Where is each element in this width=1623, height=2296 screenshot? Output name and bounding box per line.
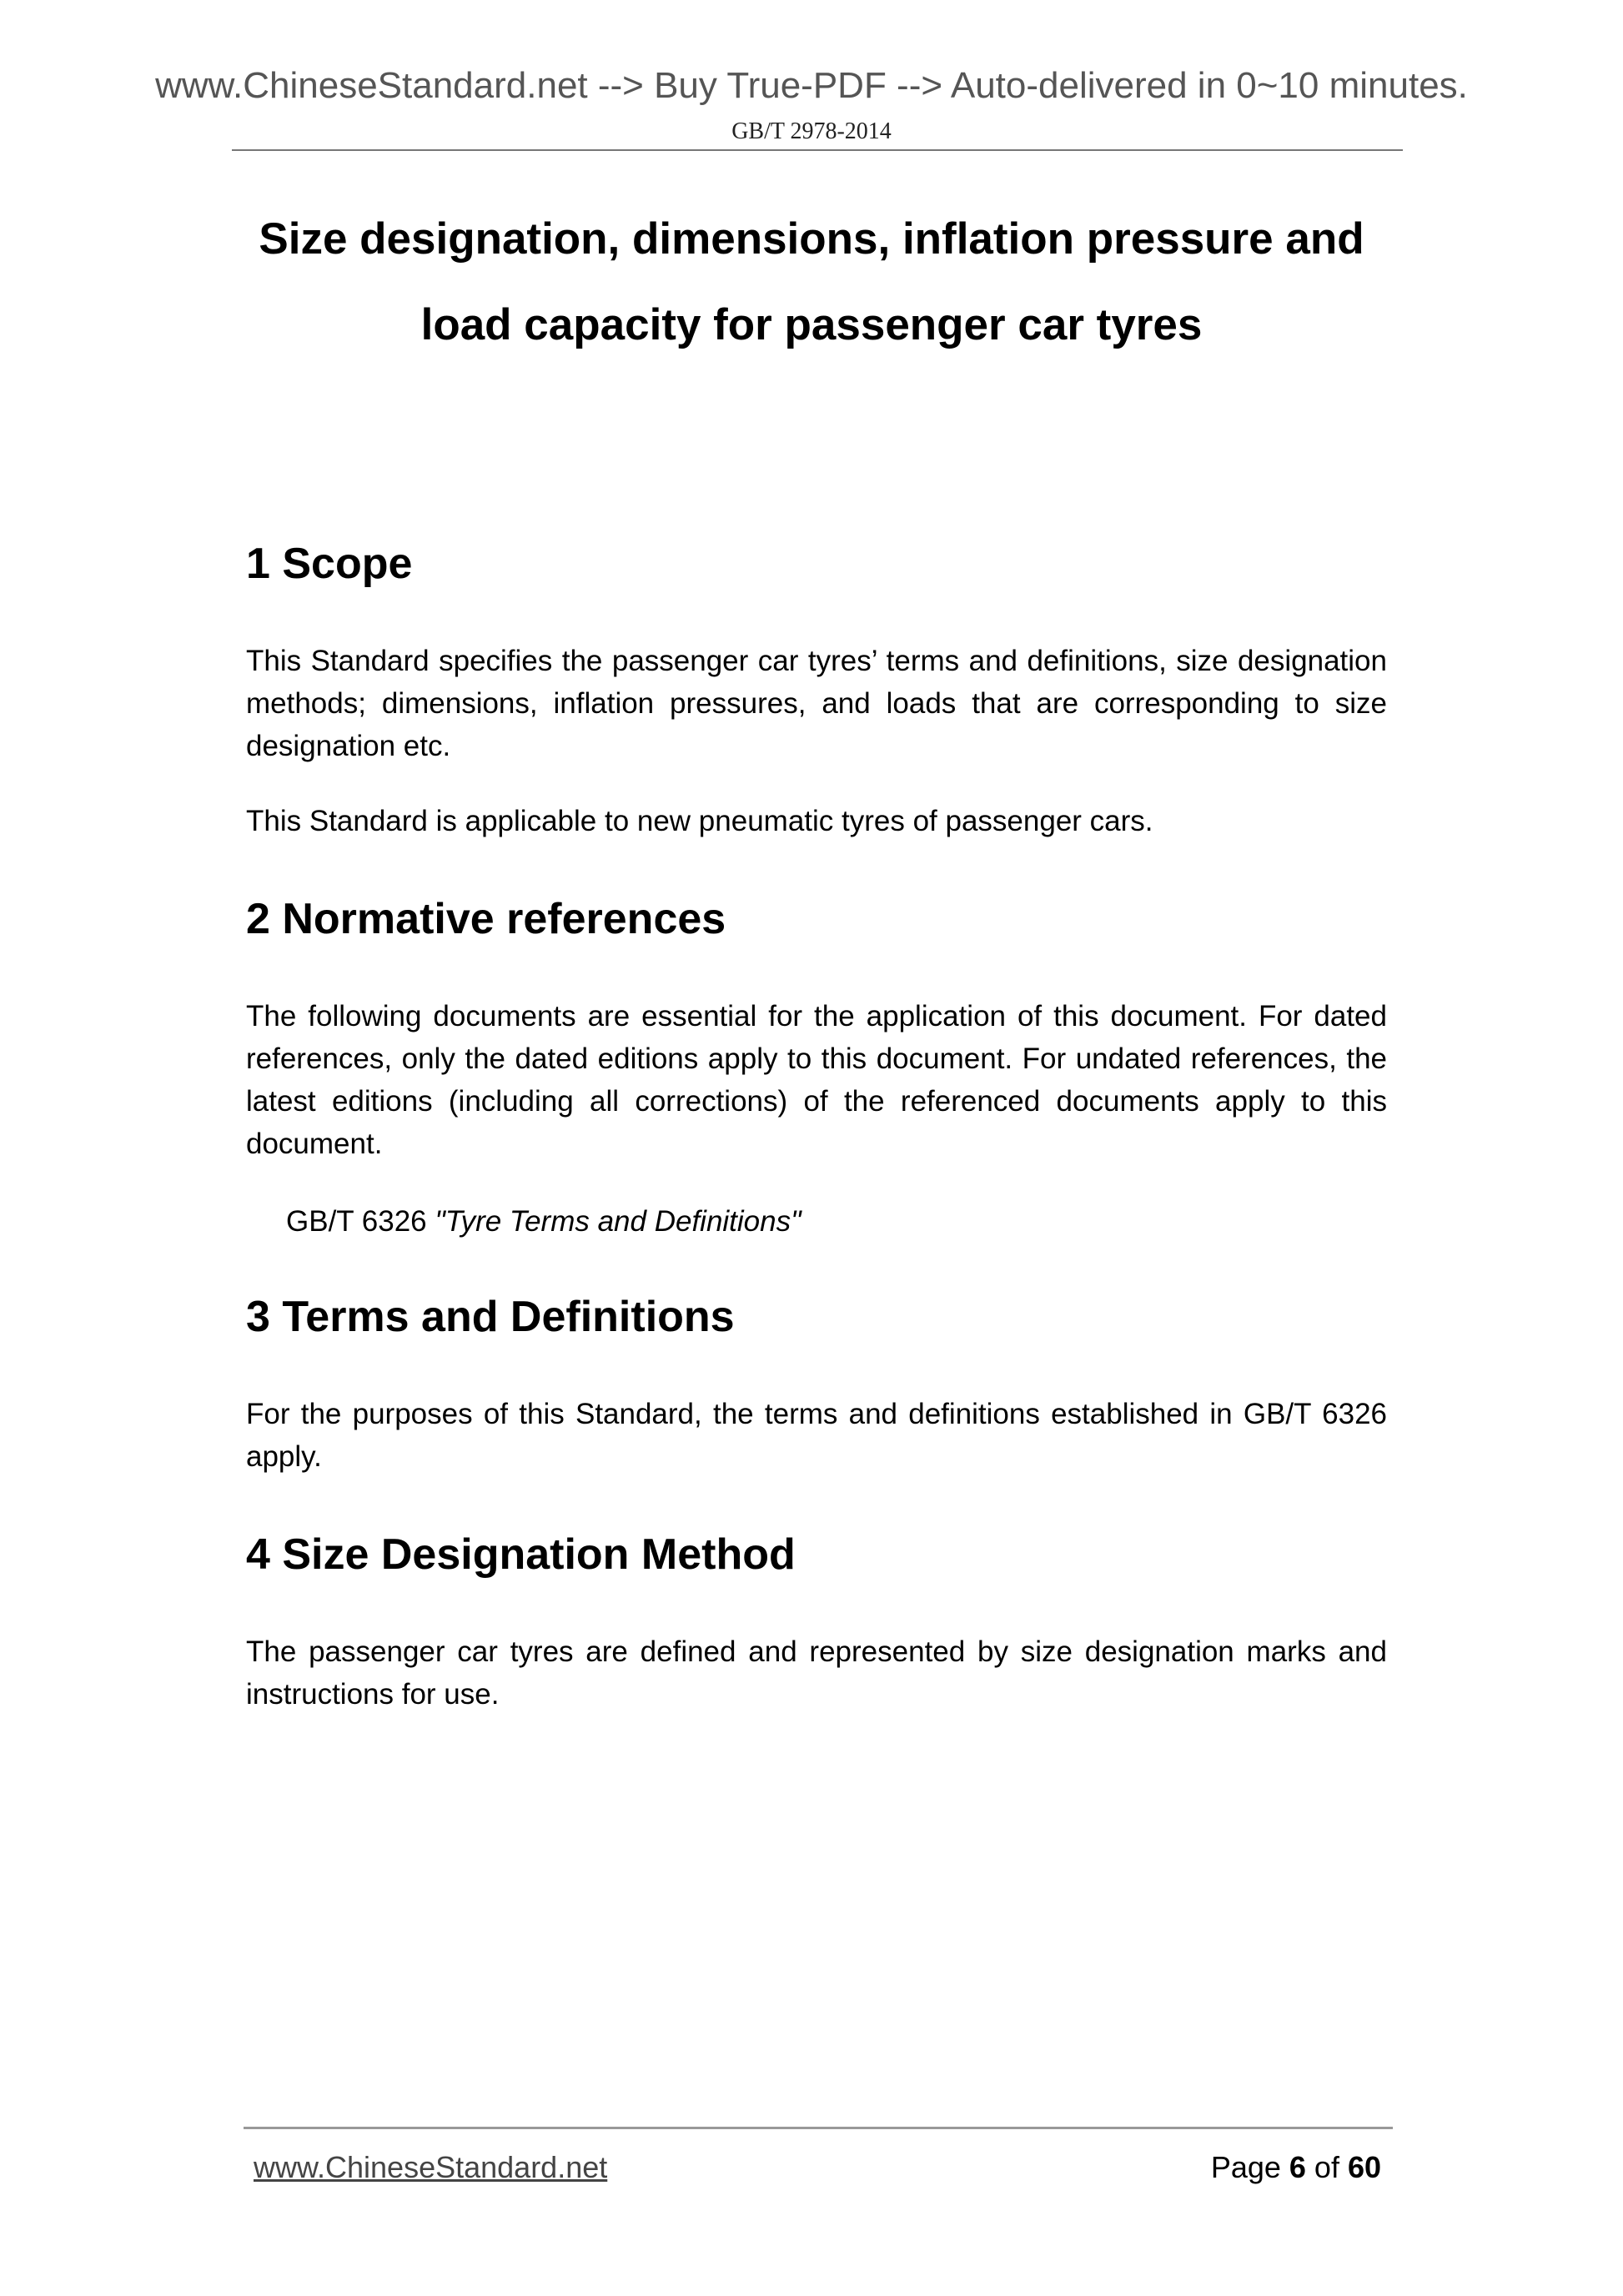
section-heading-normative-references: 2 Normative references: [246, 895, 726, 943]
page-of: of: [1305, 2150, 1348, 2184]
section-heading-scope: 1 Scope: [246, 540, 413, 588]
header-divider: [232, 149, 1403, 151]
size-designation-paragraph: The passenger car tyres are defined and represented by size designation marks and instructions for use.: [246, 1635, 1387, 1711]
scope-paragraph-2: This Standard is applicable to new pneumatic tyres of passenger cars.: [246, 805, 1153, 837]
footer-divider: [244, 2127, 1393, 2129]
reference-item: [286, 1205, 801, 1238]
scope-paragraph-1: This Standard specifies the passenger car tyres’ terms and definitions, size designation methods; dimensions, inflation pressures, and loads that are corresponding to size designation etc.: [246, 645, 1387, 762]
page-total: 60: [1347, 2150, 1381, 2184]
footer-link[interactable]: www.ChineseStandard.net: [254, 2150, 608, 2184]
page-indicator: [1211, 2150, 1381, 2185]
page-prefix: Page: [1210, 2150, 1289, 2184]
page-number: 6: [1289, 2150, 1306, 2184]
reference-title: "Tyre Terms and Definitions": [435, 1205, 801, 1238]
section-heading-size-designation: 4 Size Designation Method: [246, 1530, 796, 1579]
document-title-line2: load capacity for passenger car tyres: [420, 300, 1203, 349]
section-heading-terms: 3 Terms and Definitions: [246, 1293, 735, 1341]
document-title-line1: Size designation, dimensions, inflation pressure and: [259, 214, 1364, 264]
reference-code: GB/T 6326: [286, 1205, 435, 1238]
standard-number: GB/T 2978-2014: [731, 118, 892, 144]
normative-references-paragraph: The following documents are essential for the application of this document. For dated references, only the dated editions apply to this document. For undated references, the latest editions (including all corrections) of the referenced documents apply to this document.: [246, 1000, 1387, 1160]
header-banner: www.ChineseStandard.net --> Buy True-PDF --> Auto-delivered in 0~10 minutes.: [155, 65, 1468, 106]
terms-paragraph: For the purposes of this Standard, the terms and definitions established in GB/T 6326 apply.: [246, 1398, 1387, 1473]
